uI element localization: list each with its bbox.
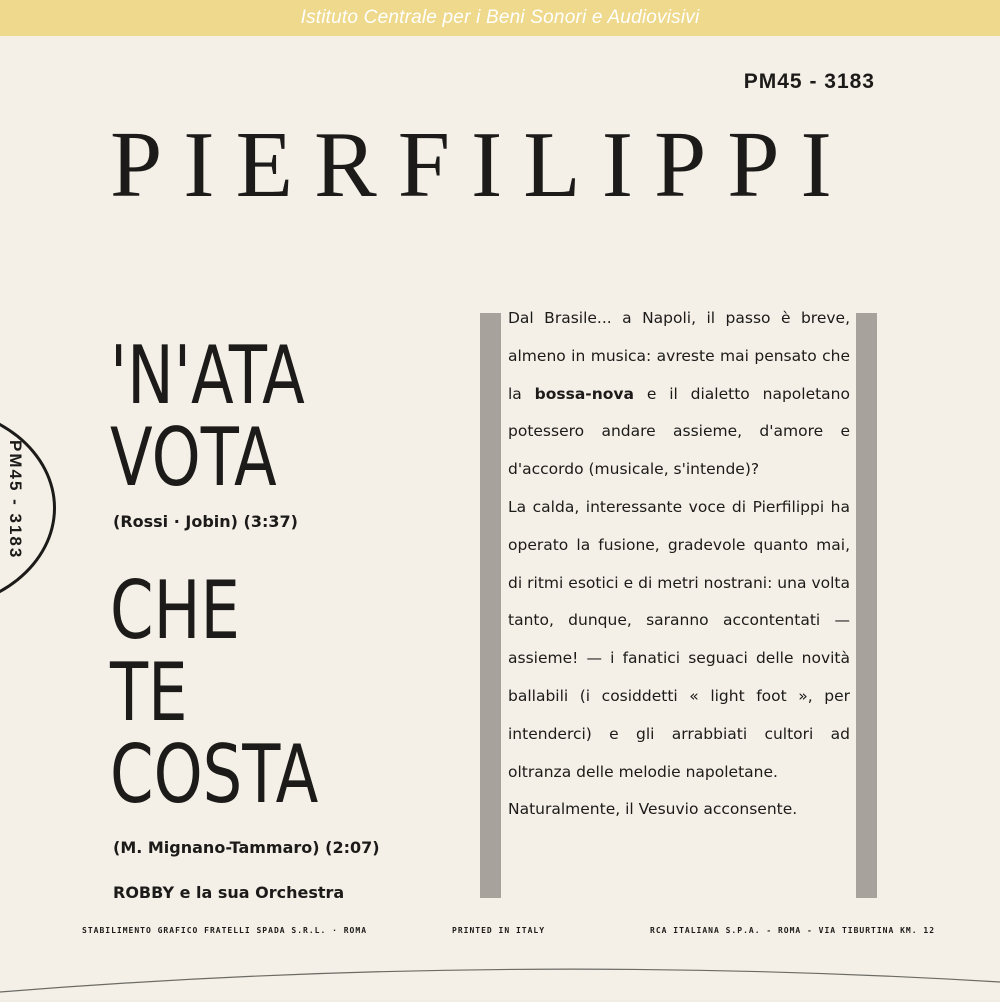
liner-left-bar (480, 313, 501, 898)
artist-name: PIERFILIPPI (110, 113, 853, 217)
footer-publisher: RCA ITALIANA S.P.A. - ROMA - VIA TIBURTINA KM. 12 (650, 926, 936, 935)
disc-label (0, 440, 35, 600)
track-2-credit: (M. Mignano-Tammaro) (2:07) (113, 838, 380, 857)
track-2-title-line: TE (110, 646, 188, 739)
track-1-title (110, 329, 305, 504)
archive-banner (0, 0, 1000, 36)
liner-right-bar (856, 313, 877, 898)
track-1-title-line: VOTA (110, 411, 277, 504)
liner-paragraph: La calda, interessante voce di Pierfilippi ha operato la fusione, gradevole quanto mai, di ritmi esotici e di metri nostrani: una volta tanto, dunque, saranno accontentati — assieme! — i fanatici seguaci delle novità ballabili (i cosiddetti « light foot », per intenderci) e gli arrabbiati cultori ad oltranza delle melodie napoletane. (508, 497, 850, 781)
track-1-title-line: 'N'ATA (110, 329, 305, 422)
liner-notes (508, 300, 850, 829)
liner-paragraph (508, 300, 850, 489)
liner-text: Dal Brasile... a Napoli, il passo è breve, almeno in musica: avreste mai pensato che la (508, 309, 850, 403)
footer-printed: PRINTED IN ITALY (452, 926, 546, 935)
liner-paragraph: Naturalmente, il Vesuvio acconsente. (508, 800, 798, 819)
liner-bold-text: bossa-nova (534, 384, 634, 403)
archive-banner-text: Istituto Centrale per i Beni Sonori e Audiovisivi (300, 7, 700, 28)
footer-printer: STABILIMENTO GRAFICO FRATELLI SPADA S.R.L. · ROMA (82, 926, 368, 935)
track-1-credit: (Rossi · Jobin) (3:37) (113, 512, 298, 531)
disc-label-text: PM45 - 3183 (6, 440, 25, 560)
track-2-title-line: COSTA (110, 728, 319, 821)
catalog-number: PM45 - 3183 (743, 70, 875, 93)
orchestra-credit: ROBBY e la sua Orchestra (113, 883, 345, 902)
track-2-title (110, 564, 319, 821)
liner-text: e il dialetto napoletano potessero andare assieme, d'amore e d'accordo (musicale, s'intende)? (508, 384, 850, 479)
track-2-title-line: CHE (110, 564, 240, 657)
